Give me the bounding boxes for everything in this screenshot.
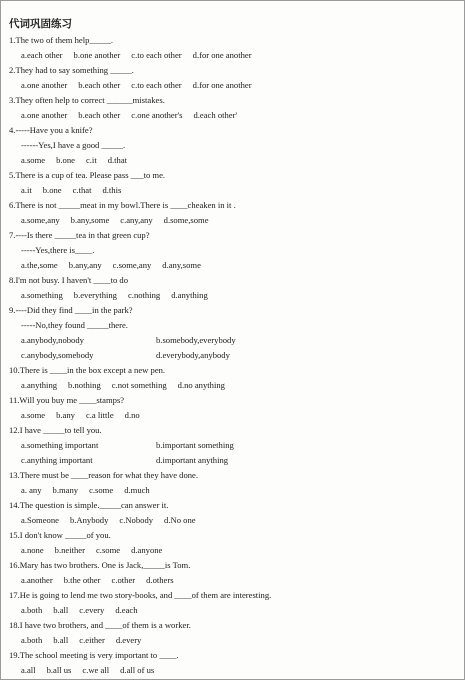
- answer-option[interactable]: d.others: [146, 575, 174, 585]
- answer-options: [9, 333, 454, 348]
- answer-option[interactable]: d.anything: [171, 290, 208, 300]
- answer-option[interactable]: b.one: [56, 155, 75, 165]
- question-subtext: -----Yes,there is____.: [21, 245, 95, 255]
- answer-options: [9, 48, 454, 63]
- answer-option[interactable]: a.both: [21, 635, 43, 645]
- answer-option[interactable]: c.any,any: [120, 215, 153, 225]
- answer-option[interactable]: d.any,some: [162, 260, 201, 270]
- answer-option[interactable]: b.one another: [73, 50, 121, 60]
- answer-option[interactable]: c.nothing: [127, 290, 161, 300]
- answer-option[interactable]: b.one: [42, 185, 62, 195]
- answer-option[interactable]: b.the other: [63, 575, 101, 585]
- answer-options: [9, 408, 454, 423]
- answer-option[interactable]: c.other: [111, 575, 136, 585]
- answer-option[interactable]: c.either: [79, 635, 105, 645]
- question-text: 18.I have two brothers, and ____of them is a worker.: [9, 620, 191, 630]
- answer-option[interactable]: b.each other: [78, 80, 121, 90]
- answer-option[interactable]: c.anybody,somebody: [21, 350, 94, 360]
- answer-option[interactable]: a.the,some: [21, 260, 58, 270]
- answer-option[interactable]: a.some,any: [21, 215, 60, 225]
- answer-option[interactable]: d.every: [115, 635, 142, 645]
- answer-option[interactable]: b.all: [53, 635, 69, 645]
- answer-option[interactable]: a.each other: [21, 50, 63, 60]
- answer-option[interactable]: c.to each other: [131, 50, 182, 60]
- question-text: 8.I'm not busy. I haven't ____to do: [9, 275, 129, 285]
- question-list: [9, 33, 454, 678]
- question-subtext: -----No,they found _____there.: [21, 320, 128, 330]
- answer-option[interactable]: c.that: [72, 185, 92, 195]
- answer-options: [9, 663, 454, 678]
- answer-option[interactable]: b.everything: [73, 290, 117, 300]
- question-text: 9.----Did they find ____in the park?: [9, 305, 133, 315]
- answer-options: [9, 483, 454, 498]
- answer-option[interactable]: a.one another: [21, 80, 68, 90]
- question-text: 13.There must be ____reason for what they have done.: [9, 470, 199, 480]
- answer-option[interactable]: c.one another's: [131, 110, 183, 120]
- answer-option[interactable]: d.no anything: [177, 380, 225, 390]
- answer-option[interactable]: c.anything important: [21, 455, 93, 465]
- answer-options: [9, 453, 454, 468]
- answer-options: [9, 438, 454, 453]
- question-text: 6.There is not _____meat in my bowl.There is ____cheaken in it .: [9, 200, 236, 210]
- answer-option[interactable]: b.Anybody: [69, 515, 109, 525]
- question-text: 1.The two of them help_____.: [9, 35, 114, 45]
- answer-option[interactable]: c.a little: [85, 410, 114, 420]
- answer-option[interactable]: b.each other: [78, 110, 121, 120]
- answer-option[interactable]: a.some: [21, 155, 46, 165]
- answer-options: [9, 513, 454, 528]
- answer-option[interactable]: d.important anything: [156, 455, 229, 465]
- worksheet-title: 代词巩固练习: [9, 18, 72, 30]
- answer-option[interactable]: a.none: [21, 545, 44, 555]
- answer-option[interactable]: b.nothing: [68, 380, 101, 390]
- answer-option[interactable]: d.some,some: [163, 215, 209, 225]
- answer-option[interactable]: d.all of us: [120, 665, 155, 675]
- answer-option[interactable]: c.not something: [111, 380, 167, 390]
- answer-options: [9, 348, 454, 363]
- answer-options: [9, 288, 454, 303]
- answer-option[interactable]: d.that: [107, 155, 128, 165]
- question-subtext: ------Yes,I have a good _____.: [21, 140, 126, 150]
- answer-option[interactable]: c.we all: [82, 665, 110, 675]
- answer-options: [9, 183, 454, 198]
- answer-option[interactable]: d.No one: [164, 515, 196, 525]
- answer-option[interactable]: a.all: [21, 665, 36, 675]
- answer-options: [9, 573, 454, 588]
- question-text: 17.He is going to lend me two story-books, and ____of them are interesting.: [9, 590, 272, 600]
- answer-option[interactable]: d.each: [115, 605, 138, 615]
- answer-option[interactable]: a.some: [21, 410, 46, 420]
- question-text: 12.I have _____to tell you.: [9, 425, 102, 435]
- answer-option[interactable]: d.for one another: [192, 80, 252, 90]
- answer-options: [9, 153, 454, 168]
- question-text: 16.Mary has two brothers. One is Jack,_____is Tom.: [9, 560, 191, 570]
- answer-option[interactable]: d.for one another: [192, 50, 252, 60]
- answer-option[interactable]: a.something: [21, 290, 63, 300]
- answer-option[interactable]: b.somebody,everybody: [156, 335, 236, 345]
- answer-option[interactable]: b.important something: [156, 440, 234, 450]
- question-text: 4.-----Have you a knife?: [9, 125, 93, 135]
- answer-options: [9, 78, 454, 93]
- question-text: 10.There is ____in the box except a new pen.: [9, 365, 166, 375]
- question-text: 19.The school meeting is very important to ____.: [9, 650, 179, 660]
- answer-options: [9, 258, 454, 273]
- question-text: 15.I don't know _____of you.: [9, 530, 111, 540]
- question-text: 3.They often help to correct ______mistakes.: [9, 95, 165, 105]
- answer-option[interactable]: d.much: [124, 485, 150, 495]
- answer-option[interactable]: b.any,any: [68, 260, 102, 270]
- answer-option[interactable]: b.any: [56, 410, 75, 420]
- answer-option[interactable]: d.anyone: [131, 545, 163, 555]
- answer-option[interactable]: c.to each other: [131, 80, 182, 90]
- answer-option[interactable]: b.all us: [46, 665, 72, 675]
- answer-options: [9, 543, 454, 558]
- answer-option[interactable]: c.every: [79, 605, 105, 615]
- answer-option[interactable]: a. any: [21, 485, 42, 495]
- answer-option[interactable]: b.any,some: [70, 215, 110, 225]
- answer-options: [9, 603, 454, 618]
- answer-option[interactable]: c.some,any: [112, 260, 152, 270]
- answer-option[interactable]: b.all: [53, 605, 69, 615]
- answer-option[interactable]: b.many: [52, 485, 79, 495]
- answer-option[interactable]: c.it: [85, 155, 97, 165]
- answer-option[interactable]: c.Nobody: [119, 515, 154, 525]
- question-text: 14.The question is simple._____can answer it.: [9, 500, 169, 510]
- answer-option[interactable]: a.something important: [21, 440, 99, 450]
- answer-options: [9, 108, 454, 123]
- question-text: 2.They had to say something _____.: [9, 65, 134, 75]
- answer-option[interactable]: a.another: [21, 575, 53, 585]
- answer-option[interactable]: d.this: [102, 185, 122, 195]
- answer-option[interactable]: c.some: [89, 485, 114, 495]
- answer-options: [9, 213, 454, 228]
- answer-option[interactable]: d.each other': [193, 110, 238, 120]
- answer-options: [9, 378, 454, 393]
- answer-option[interactable]: a.anything: [21, 380, 58, 390]
- answer-option[interactable]: d.no: [124, 410, 140, 420]
- answer-option[interactable]: c.some: [95, 545, 121, 555]
- question-text: 11.Will you buy me ____stamps?: [9, 395, 125, 405]
- answer-option[interactable]: b.neither: [54, 545, 85, 555]
- answer-option[interactable]: a.one another: [21, 110, 68, 120]
- answer-options: [9, 633, 454, 648]
- answer-option[interactable]: a.anybody,nobody: [21, 335, 84, 345]
- question-text: 5.There is a cup of tea. Please pass ___to me.: [9, 170, 166, 180]
- question-text: 7.----Is there _____tea in that green cup?: [9, 230, 150, 240]
- answer-option[interactable]: a.Someone: [21, 515, 59, 525]
- answer-option[interactable]: d.everybody,anybody: [156, 350, 230, 360]
- answer-option[interactable]: a.both: [21, 605, 43, 615]
- answer-option[interactable]: a.it: [21, 185, 32, 195]
